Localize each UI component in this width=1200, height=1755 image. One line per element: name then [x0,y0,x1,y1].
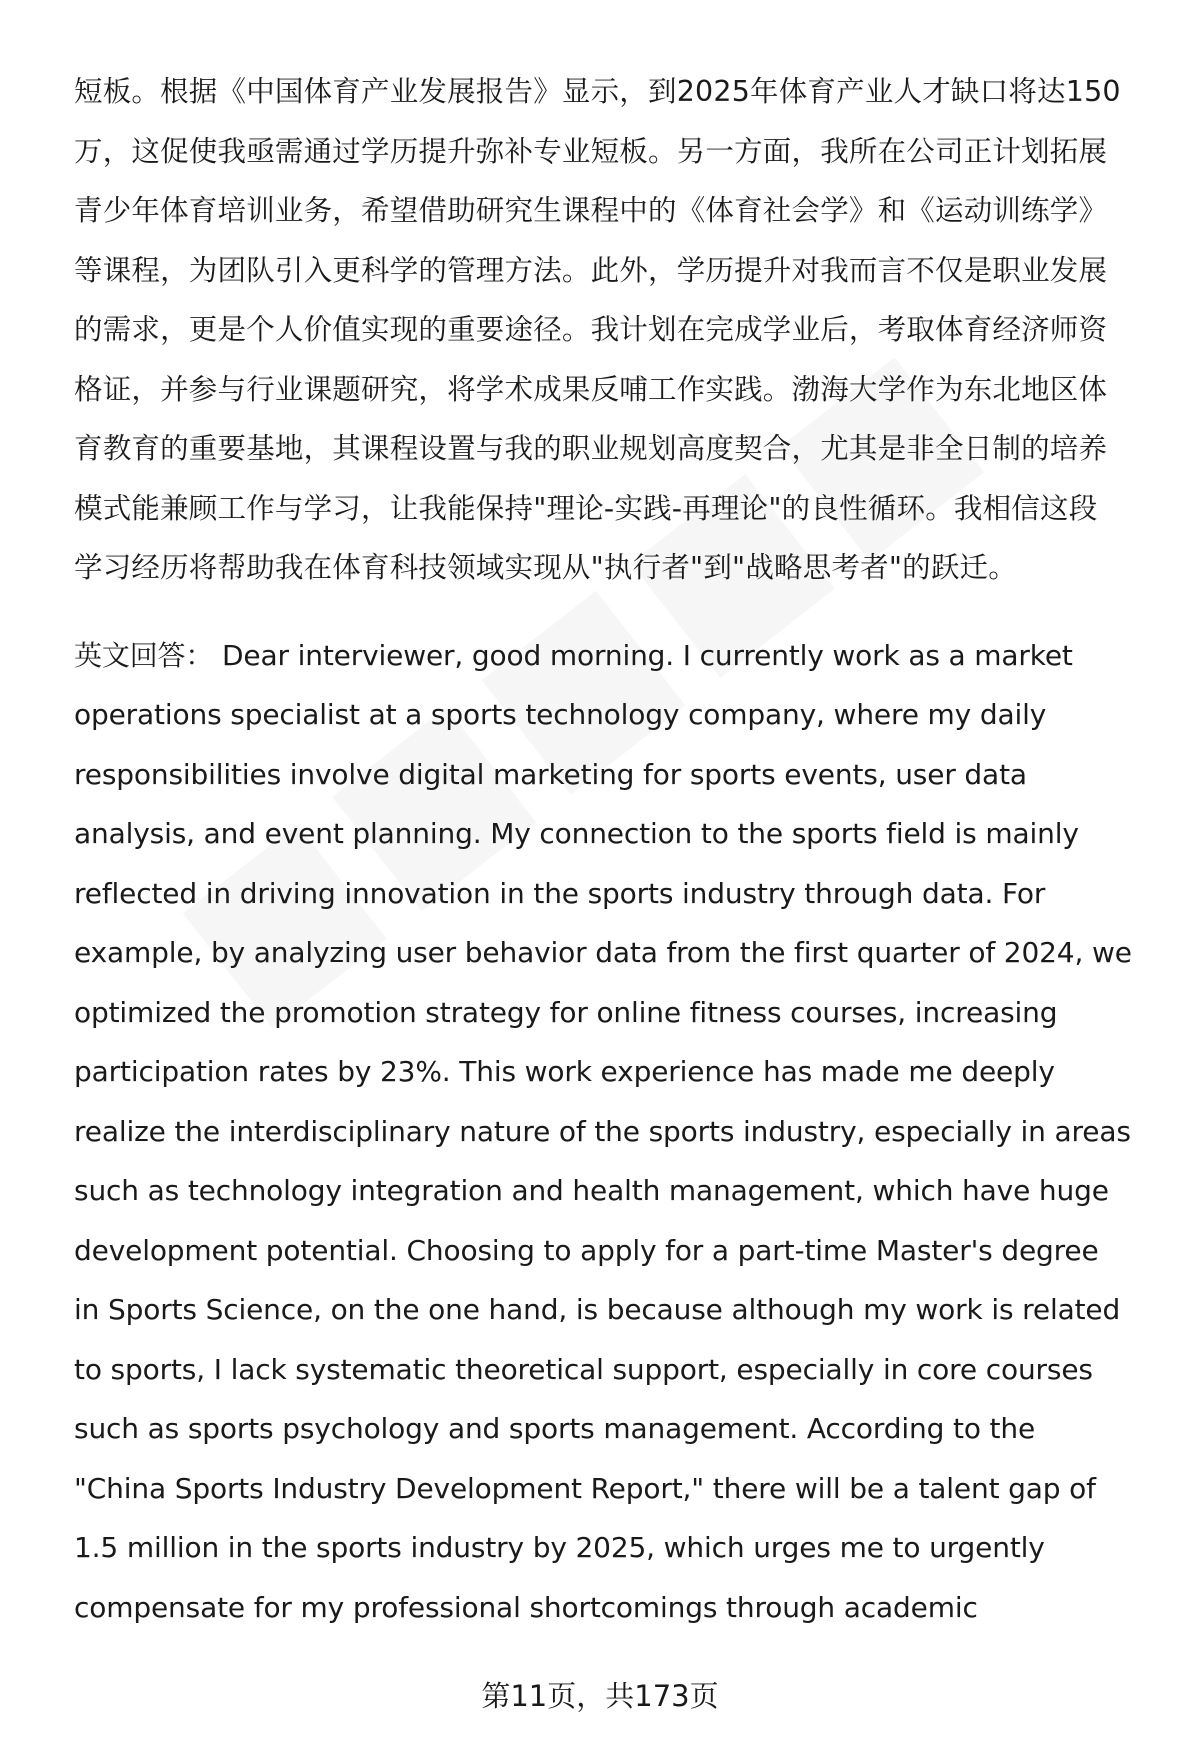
text-line: 万，这促使我亟需通过学历提升弥补专业短板。另一方面，我所在公司正计划拓展 [74,134,1108,168]
chinese-paragraph [74,62,1150,598]
text-line: 模式能兼顾工作与学习，让我能保持"理论-实践-再理论"的良性循环。我相信这段 [74,491,1098,525]
text-line: 英文回答： Dear interviewer, good morning. I currently work as a market [74,638,1073,672]
text-line: such as sports psychology and sports management. According to the [74,1412,1036,1445]
text-line: optimized the promotion strategy for online fitness courses, increasing [74,995,1058,1029]
text-line: 短板。根据《中国体育产业发展报告》显示，到2025年体育产业人才缺口将达150 [74,75,1121,108]
text-line: 1.5 million in the sports industry by 2025, which urges me to urgently [74,1531,1045,1564]
text-line: 的需求，更是个人价值实现的重要途径。我计划在完成学业后，考取体育经济师资 [74,313,1108,346]
text-line: 格证，并参与行业课题研究，将学术成果反哺工作实践。渤海大学作为东北地区体 [74,372,1108,406]
text-line: development potential. Choosing to apply for a part-time Master's degree [74,1233,1099,1267]
text-line: reflected in driving innovation in the sports industry through data. For [74,876,1046,910]
text-line: responsibilities involve digital marketing for sports events, user data [74,757,1027,791]
text-line: participation rates by 23%. This work experience has made me deeply [74,1055,1055,1088]
text-line: realize the interdisciplinary nature of the sports industry, especially in areas [74,1114,1131,1148]
text-line: such as technology integration and health management, which have huge [74,1174,1109,1207]
paragraph-spacer [74,598,1150,626]
text-line: "China Sports Industry Development Report," there will be a talent gap of [74,1471,1096,1505]
english-paragraph [74,626,1150,1638]
text-line: analysis, and event planning. My connection to the sports field is mainly [74,817,1079,850]
page-content [74,62,1150,1637]
text-line: 学习经历将帮助我在体育科技领域实现从"执行者"到"战略思考者"的跃迁。 [74,551,1017,584]
text-line: 等课程，为团队引入更科学的管理方法。此外，学历提升对我而言不仅是职业发展 [74,253,1108,287]
text-line: 育教育的重要基地，其课程设置与我的职业规划高度契合，尤其是非全日制的培养 [74,432,1108,465]
text-line: operations specialist at a sports technology company, where my daily [74,698,1047,731]
text-line: compensate for my professional shortcomings through academic [74,1590,978,1624]
text-line: to sports, I lack systematic theoretical support, especially in core courses [74,1352,1093,1386]
page-number: 第11页，共173页 [481,1679,719,1713]
text-line: 青少年体育培训业务，希望借助研究生课程中的《体育社会学》和《运动训练学》 [74,194,1108,227]
text-line: in Sports Science, on the one hand, is because although my work is related [74,1293,1121,1326]
text-line: example, by analyzing user behavior data from the first quarter of 2024, we [74,936,1132,969]
